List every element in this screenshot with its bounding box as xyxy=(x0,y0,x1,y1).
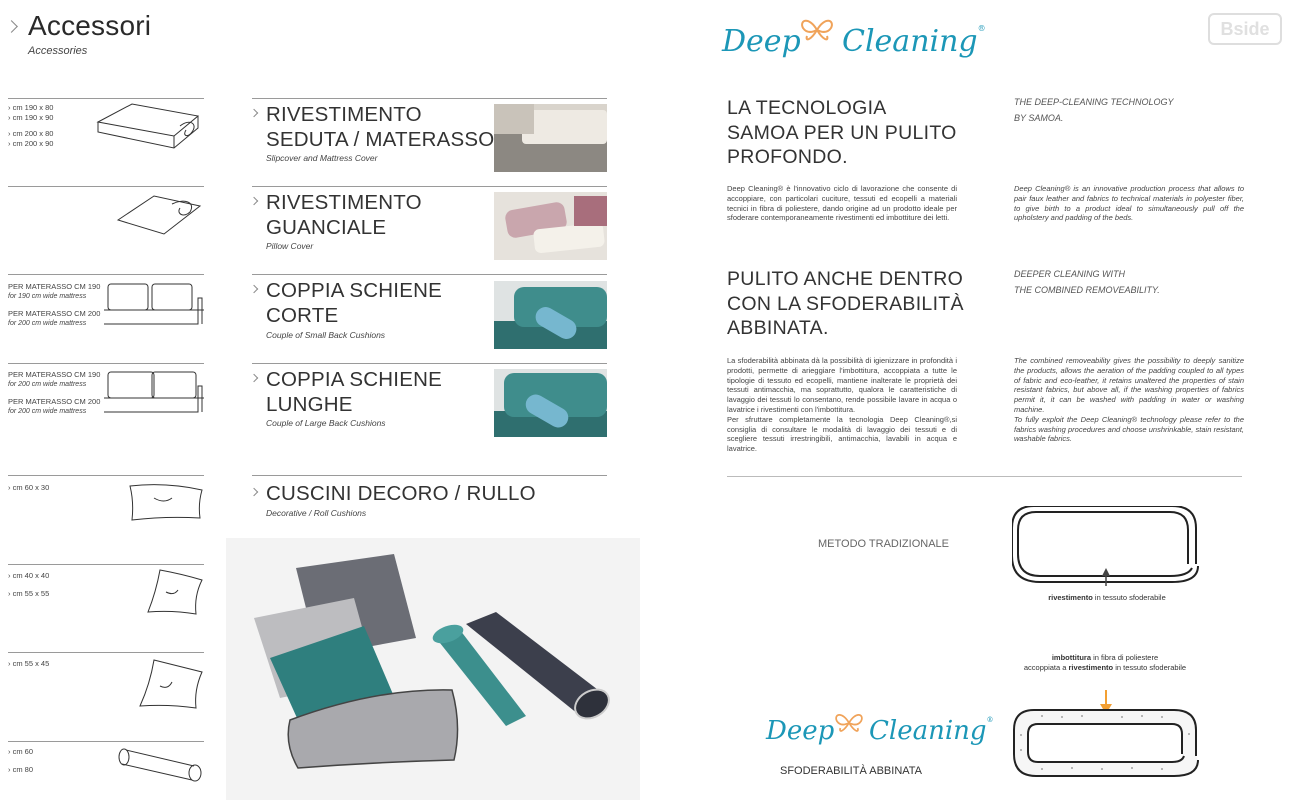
title-chevron-icon xyxy=(5,20,18,33)
divider xyxy=(252,363,607,364)
section-subtitle: Couple of Small Back Cushions xyxy=(266,330,386,340)
deep-cleaning-logo-bottom: Deep xyxy=(766,716,835,746)
divider xyxy=(252,98,607,99)
section-title: RIVESTIMENTO SEDUTA / MATERASSO xyxy=(266,103,495,151)
section-heading-en: THE DEEP-CLEANING TECHNOLOGY BY SAMOA. xyxy=(1014,97,1174,123)
mattress-drawing-icon xyxy=(94,102,202,154)
section-title: COPPIA SCHIENE LUNGHE xyxy=(266,368,442,416)
size-list: › cm 60 x 30 xyxy=(8,483,50,492)
large-cushions-drawing-icon xyxy=(104,368,204,418)
square-cushion-drawing-icon xyxy=(136,656,206,712)
combined-caption: imbottitura in fibra di poliestere accoppiata a rivestimento in tessuto sfoderabile xyxy=(1023,653,1187,672)
divider xyxy=(252,186,607,187)
section-subtitle: Pillow Cover xyxy=(266,241,314,251)
traditional-method-label: METODO TRADIZIONALE xyxy=(818,538,950,550)
roll-cushion-drawing-icon xyxy=(116,744,206,784)
size-list: › cm 60 › cm 80 xyxy=(8,747,34,774)
size-list: › cm 40 x 40 › cm 55 x 55 xyxy=(8,571,50,598)
divider xyxy=(252,475,607,476)
square-cushion-drawing-icon xyxy=(144,566,206,618)
small-cushions-drawing-icon xyxy=(104,280,204,330)
section-heading: PULITO ANCHE DENTRO CON LA SFODERABILITÀ ABBINATA. xyxy=(727,268,964,339)
chevron-icon xyxy=(250,109,258,117)
divider xyxy=(8,186,204,187)
divider xyxy=(8,274,204,275)
pillow-cover-photo xyxy=(494,192,607,260)
divider xyxy=(8,98,204,99)
deep-cleaning-logo: Deep xyxy=(722,24,801,59)
chevron-icon xyxy=(250,285,258,293)
divider xyxy=(252,274,607,275)
divider xyxy=(727,476,1242,477)
size-list: › cm 55 x 45 xyxy=(8,659,50,668)
section-subtitle: Decorative / Roll Cushions xyxy=(266,508,367,518)
divider xyxy=(8,363,204,364)
combined-label: SFODERABILITÀ ABBINATA xyxy=(780,765,923,777)
section-subtitle: Couple of Large Back Cushions xyxy=(266,418,386,428)
size-list: PER MATERASSO CM 190 for 190 cm wide mattress PER MATERASSO CM 200 for 200 cm wide mattress xyxy=(8,282,101,327)
body-text: Deep Cleaning® è l'innovativo ciclo di lavorazione che consente di accoppiare, con particolari cuciture, tessuti ed ecopelli a materiali tecnici in fibra di poliestere, dando origine ad un prodotto ideale per sfoderare contemporaneamente rivestimenti ed imbottiture dei letti. xyxy=(727,184,957,223)
traditional-cover-diagram xyxy=(1012,506,1202,586)
divider xyxy=(8,652,204,653)
deep-cleaning-logo-bottom-word: Cleaning® xyxy=(869,716,994,746)
divider xyxy=(8,741,204,742)
deep-cleaning-logo-word: Cleaning® xyxy=(842,24,986,59)
size-list: PER MATERASSO CM 190 for 200 cm wide mattress PER MATERASSO CM 200 for 200 cm wide mattress xyxy=(8,370,101,415)
section-title: COPPIA SCHIENE CORTE xyxy=(266,279,442,327)
chevron-icon xyxy=(250,197,258,205)
size-list: › cm 190 x 80 › cm 190 x 90 › cm 200 x 80 › cm 200 x 90 xyxy=(8,103,54,148)
combined-cover-diagram xyxy=(1012,690,1202,778)
traditional-caption: rivestimento in tessuto sfoderabile xyxy=(1048,593,1166,602)
body-text: La sfoderabilità abbinata dà la possibilità di igienizzare in profondità i prodotti, permette di arieggiare l'imbottitura, accoppiata a tutte le tipologie di tessuto ed ecopelli, mantiene inalterate le proprietà dei tessuti antimacchia, ma soprattutto, qualora le caratteristiche di lavaggio dei tessuti lo consentano, rende possibile lavare in acqua o lavatrice i rivestimenti con l'imbottitura. Per sfruttare completamente la tecnologia Deep Cleaning®,si consiglia di consultare le modalità di lavaggio dei tessuti e di scegliere tessuti irrestringibili, antimacchia, lavabili in acqua e lavatrice. xyxy=(727,356,957,454)
decorative-cushions-photo xyxy=(226,538,640,800)
pillow-drawing-icon xyxy=(114,192,204,238)
section-heading: LA TECNOLOGIA SAMOA PER UN PULITO PROFONDO. xyxy=(727,97,957,168)
page-title: Accessori xyxy=(28,10,152,41)
flower-icon xyxy=(795,14,839,44)
divider xyxy=(8,475,204,476)
chevron-icon xyxy=(250,374,258,382)
rect-cushion-drawing-icon xyxy=(126,480,206,524)
divider xyxy=(8,564,204,565)
body-text-en: Deep Cleaning® is an innovative production process that allows to pair faux leather and fabrics to technical materials in polyester fiber, to give birth to a product ideal to simultaneously pull off the upholstery and padding of the beds. xyxy=(1014,184,1244,223)
bside-logo: Bside xyxy=(1208,13,1282,45)
chevron-icon xyxy=(250,488,258,496)
flower-icon xyxy=(830,709,868,735)
section-heading-en: DEEPER CLEANING WITH THE COMBINED REMOVEABILITY. xyxy=(1014,269,1160,295)
mattress-cover-photo xyxy=(494,104,607,172)
section-subtitle: Slipcover and Mattress Cover xyxy=(266,153,378,163)
page-subtitle: Accessories xyxy=(28,45,88,57)
large-back-cushions-photo xyxy=(494,369,607,437)
section-title: RIVESTIMENTO GUANCIALE xyxy=(266,191,422,239)
body-text-en: The combined removeability gives the possibility to deeply sanitize the products, allows the aeration of the padding coupled to all types of fabric and eco-leather, it retains unaltered the properties of stain resistant fabrics, but above all, if the washing properties of fabrics permit it, it can be washed with padding in water or washing machine. To fully exploit the Deep Cleaning® technology please refer to the fabrics washing procedures and choose unshrinkable, stain resistant, washable fabrics. xyxy=(1014,356,1244,444)
small-back-cushions-photo xyxy=(494,281,607,349)
section-title: CUSCINI DECORO / RULLO xyxy=(266,482,536,505)
